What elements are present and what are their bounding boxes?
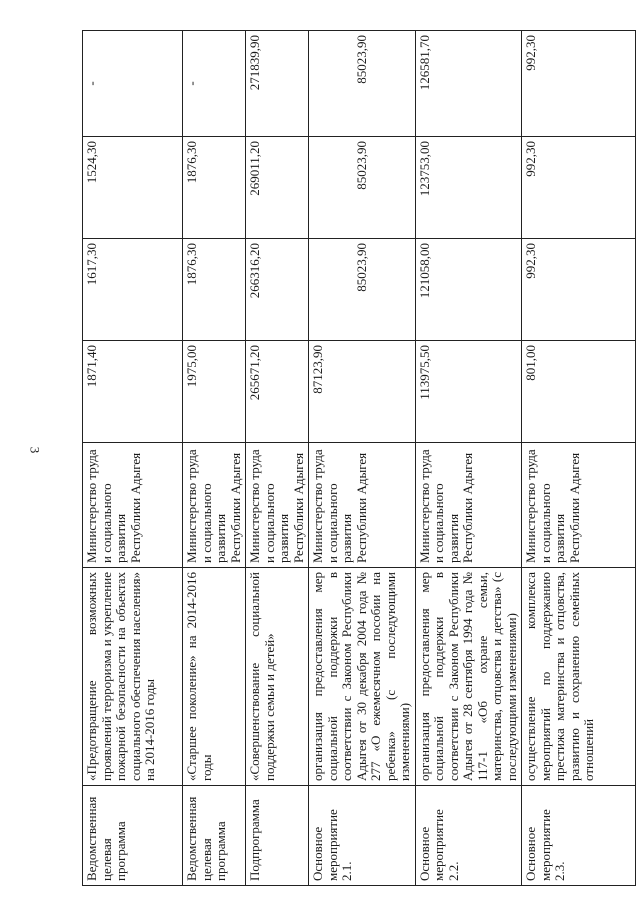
value-cell: 1975,00 bbox=[183, 341, 246, 443]
value-cell: 992,30 bbox=[522, 137, 636, 239]
table-row bbox=[83, 31, 183, 886]
table-row bbox=[522, 31, 636, 886]
rotated-page-content bbox=[82, 31, 602, 886]
value-cell: 85023,90 bbox=[309, 137, 416, 239]
value-cell: 265671,20 bbox=[246, 341, 309, 443]
row-type-cell: Ведомственная целевая программа bbox=[183, 786, 246, 886]
table-row bbox=[415, 31, 522, 886]
value-cell: 1617,30 bbox=[83, 239, 183, 341]
row-type-cell: Подпрограмма bbox=[246, 786, 309, 886]
value-cell: 801,00 bbox=[522, 341, 636, 443]
value-cell: 1524,30 bbox=[83, 137, 183, 239]
row-description-cell: «Совершенствование социальной поддержки семьи и детей» bbox=[246, 568, 309, 786]
value-cell: 87123,90 bbox=[309, 341, 416, 443]
value-cell: 85023,90 bbox=[309, 31, 416, 137]
row-description-cell: «Старшее поколение» на 2014-2016 годы bbox=[183, 568, 246, 786]
row-description-cell: осуществление комплекса мероприятий по поддержанию престижа материнства и отцовства, развитию и сохранению семейных отношений bbox=[522, 568, 636, 786]
value-cell: 126581,70 bbox=[415, 31, 522, 137]
row-description-cell: организация предоставления мер социальной поддержки в соответствии с Законом Республики Адыгея от 28 сентября 1994 года № 117-1 «Об охране семьи, материнства, отцовства и детства» (с последующими изменениями) bbox=[415, 568, 522, 786]
row-type-cell: Основное мероприятие 2.2. bbox=[415, 786, 522, 886]
value-cell: 271839,90 bbox=[246, 31, 309, 137]
value-cell: 1876,30 bbox=[183, 239, 246, 341]
value-cell: - bbox=[183, 31, 246, 137]
program-funding-table bbox=[82, 30, 636, 886]
value-cell: 121058,00 bbox=[415, 239, 522, 341]
value-cell: - bbox=[83, 31, 183, 137]
value-cell: 992,30 bbox=[522, 31, 636, 137]
value-cell: 85023,90 bbox=[309, 239, 416, 341]
row-organization-cell: Министерство труда и социального развития Республики Адыгея bbox=[522, 443, 636, 568]
table-row bbox=[183, 31, 246, 886]
value-cell: 113975,50 bbox=[415, 341, 522, 443]
row-description-cell: организация предоставления мер социальной поддержки в соответствии с Законом Республики Адыгея от 30 декабря 2004 года № 277 «О ежемесячном пособии на ребенка» (с последующими изменениями) bbox=[309, 568, 416, 786]
value-cell: 1876,30 bbox=[183, 137, 246, 239]
row-organization-cell: Министерство труда и социального развития Республики Адыгея bbox=[83, 443, 183, 568]
value-cell: 1871,40 bbox=[83, 341, 183, 443]
table-row bbox=[246, 31, 309, 886]
page-number: 3 bbox=[27, 446, 43, 454]
value-cell: 992,30 bbox=[522, 239, 636, 341]
row-description-cell: «Предотвращение возможных проявлений терроризма и укрепление пожарной безопасности на объектах социального обеспечения населения» на 2014-2016 годы bbox=[83, 568, 183, 786]
row-type-cell: Основное мероприятие 2.3. bbox=[522, 786, 636, 886]
row-organization-cell: Министерство труда и социального развития Республики Адыгея bbox=[183, 443, 246, 568]
value-cell: 266316,20 bbox=[246, 239, 309, 341]
table-row bbox=[309, 31, 416, 886]
row-organization-cell: Министерство труда и социального развития Республики Адыгея bbox=[415, 443, 522, 568]
row-organization-cell: Министерство труда и социального развития Республики Адыгея bbox=[309, 443, 416, 568]
value-cell: 123753,00 bbox=[415, 137, 522, 239]
value-cell: 269011,20 bbox=[246, 137, 309, 239]
row-organization-cell: Министерство труда и социального развития Республики Адыгея bbox=[246, 443, 309, 568]
row-type-cell: Ведомственная целевая программа bbox=[83, 786, 183, 886]
row-type-cell: Основное мероприятие 2.1. bbox=[309, 786, 416, 886]
